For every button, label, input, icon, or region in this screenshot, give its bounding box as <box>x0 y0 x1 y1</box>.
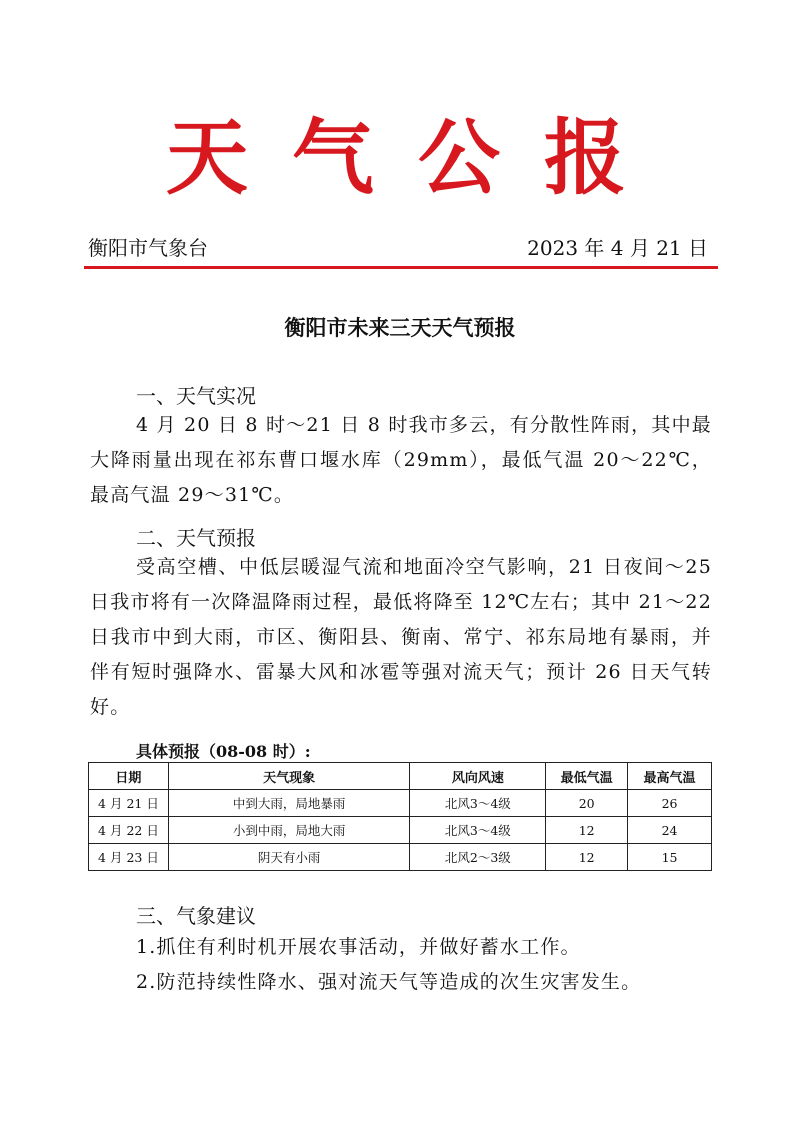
document-title: 衡阳市未来三天天气预报 <box>284 315 516 340</box>
cell-wind: 北风2～3级 <box>410 844 546 871</box>
paragraph-observed: 4 月 20 日 8 时～21 日 8 时我市多云，有分散性阵雨，其中最大降雨量出现在祁东曹口堰水库（29mm），最低气温 20～22℃，最高气温 29～31℃。 <box>90 414 712 506</box>
masthead-title: 天气公报 <box>165 110 670 206</box>
cell-min-temp: 12 <box>546 817 628 844</box>
cell-weather: 中到大雨，局地暴雨 <box>168 790 410 817</box>
table-caption: 具体预报（08-08 时）: <box>136 742 311 761</box>
table-row <box>89 844 712 871</box>
advice-item: 1.抓住有利时机开展农事活动，并做好蓄水工作。 <box>136 936 581 958</box>
header-divider <box>84 266 718 269</box>
header-min-temp: 最低气温 <box>546 763 628 790</box>
issuer: 衡阳市气象台 <box>88 236 208 260</box>
issue-date: 2023 年 4 月 21 日 <box>527 236 708 260</box>
header-date: 日期 <box>89 763 169 790</box>
cell-max-temp: 15 <box>628 844 712 871</box>
forecast-table <box>88 762 712 871</box>
cell-date: 4 月 22 日 <box>89 817 169 844</box>
cell-wind: 北风3～4级 <box>410 817 546 844</box>
header-max-temp: 最高气温 <box>628 763 712 790</box>
paragraph-forecast: 受高空槽、中低层暖湿气流和地面冷空气影响，21 日夜间～25 日我市将有一次降温降雨过程，最低将降至 12℃左右；其中 21～22 日我市中到大雨，市区、衡阳县、衡南、常宁、祁东局地有暴雨，并伴有短时强降水、雷暴大风和冰雹等强对流天气；预计 26 日天气转好。 <box>90 556 712 718</box>
cell-min-temp: 12 <box>546 844 628 871</box>
advice-item: 2.防范持续性降水、强对流天气等造成的次生灾害发生。 <box>136 971 642 993</box>
cell-weather: 阴天有小雨 <box>168 844 410 871</box>
table-row <box>89 817 712 844</box>
table-header-row <box>89 763 712 790</box>
cell-date: 4 月 23 日 <box>89 844 169 871</box>
section-heading-observed: 一、天气实况 <box>136 384 256 408</box>
cell-max-temp: 24 <box>628 817 712 844</box>
cell-date: 4 月 21 日 <box>89 790 169 817</box>
header-weather: 天气现象 <box>168 763 410 790</box>
header-wind: 风向风速 <box>410 763 546 790</box>
section-heading-forecast: 二、天气预报 <box>136 526 256 550</box>
cell-wind: 北风3～4级 <box>410 790 546 817</box>
cell-weather: 小到中雨，局地大雨 <box>168 817 410 844</box>
cell-min-temp: 20 <box>546 790 628 817</box>
table-row <box>89 790 712 817</box>
cell-max-temp: 26 <box>628 790 712 817</box>
section-heading-advice: 三、气象建议 <box>136 904 256 928</box>
